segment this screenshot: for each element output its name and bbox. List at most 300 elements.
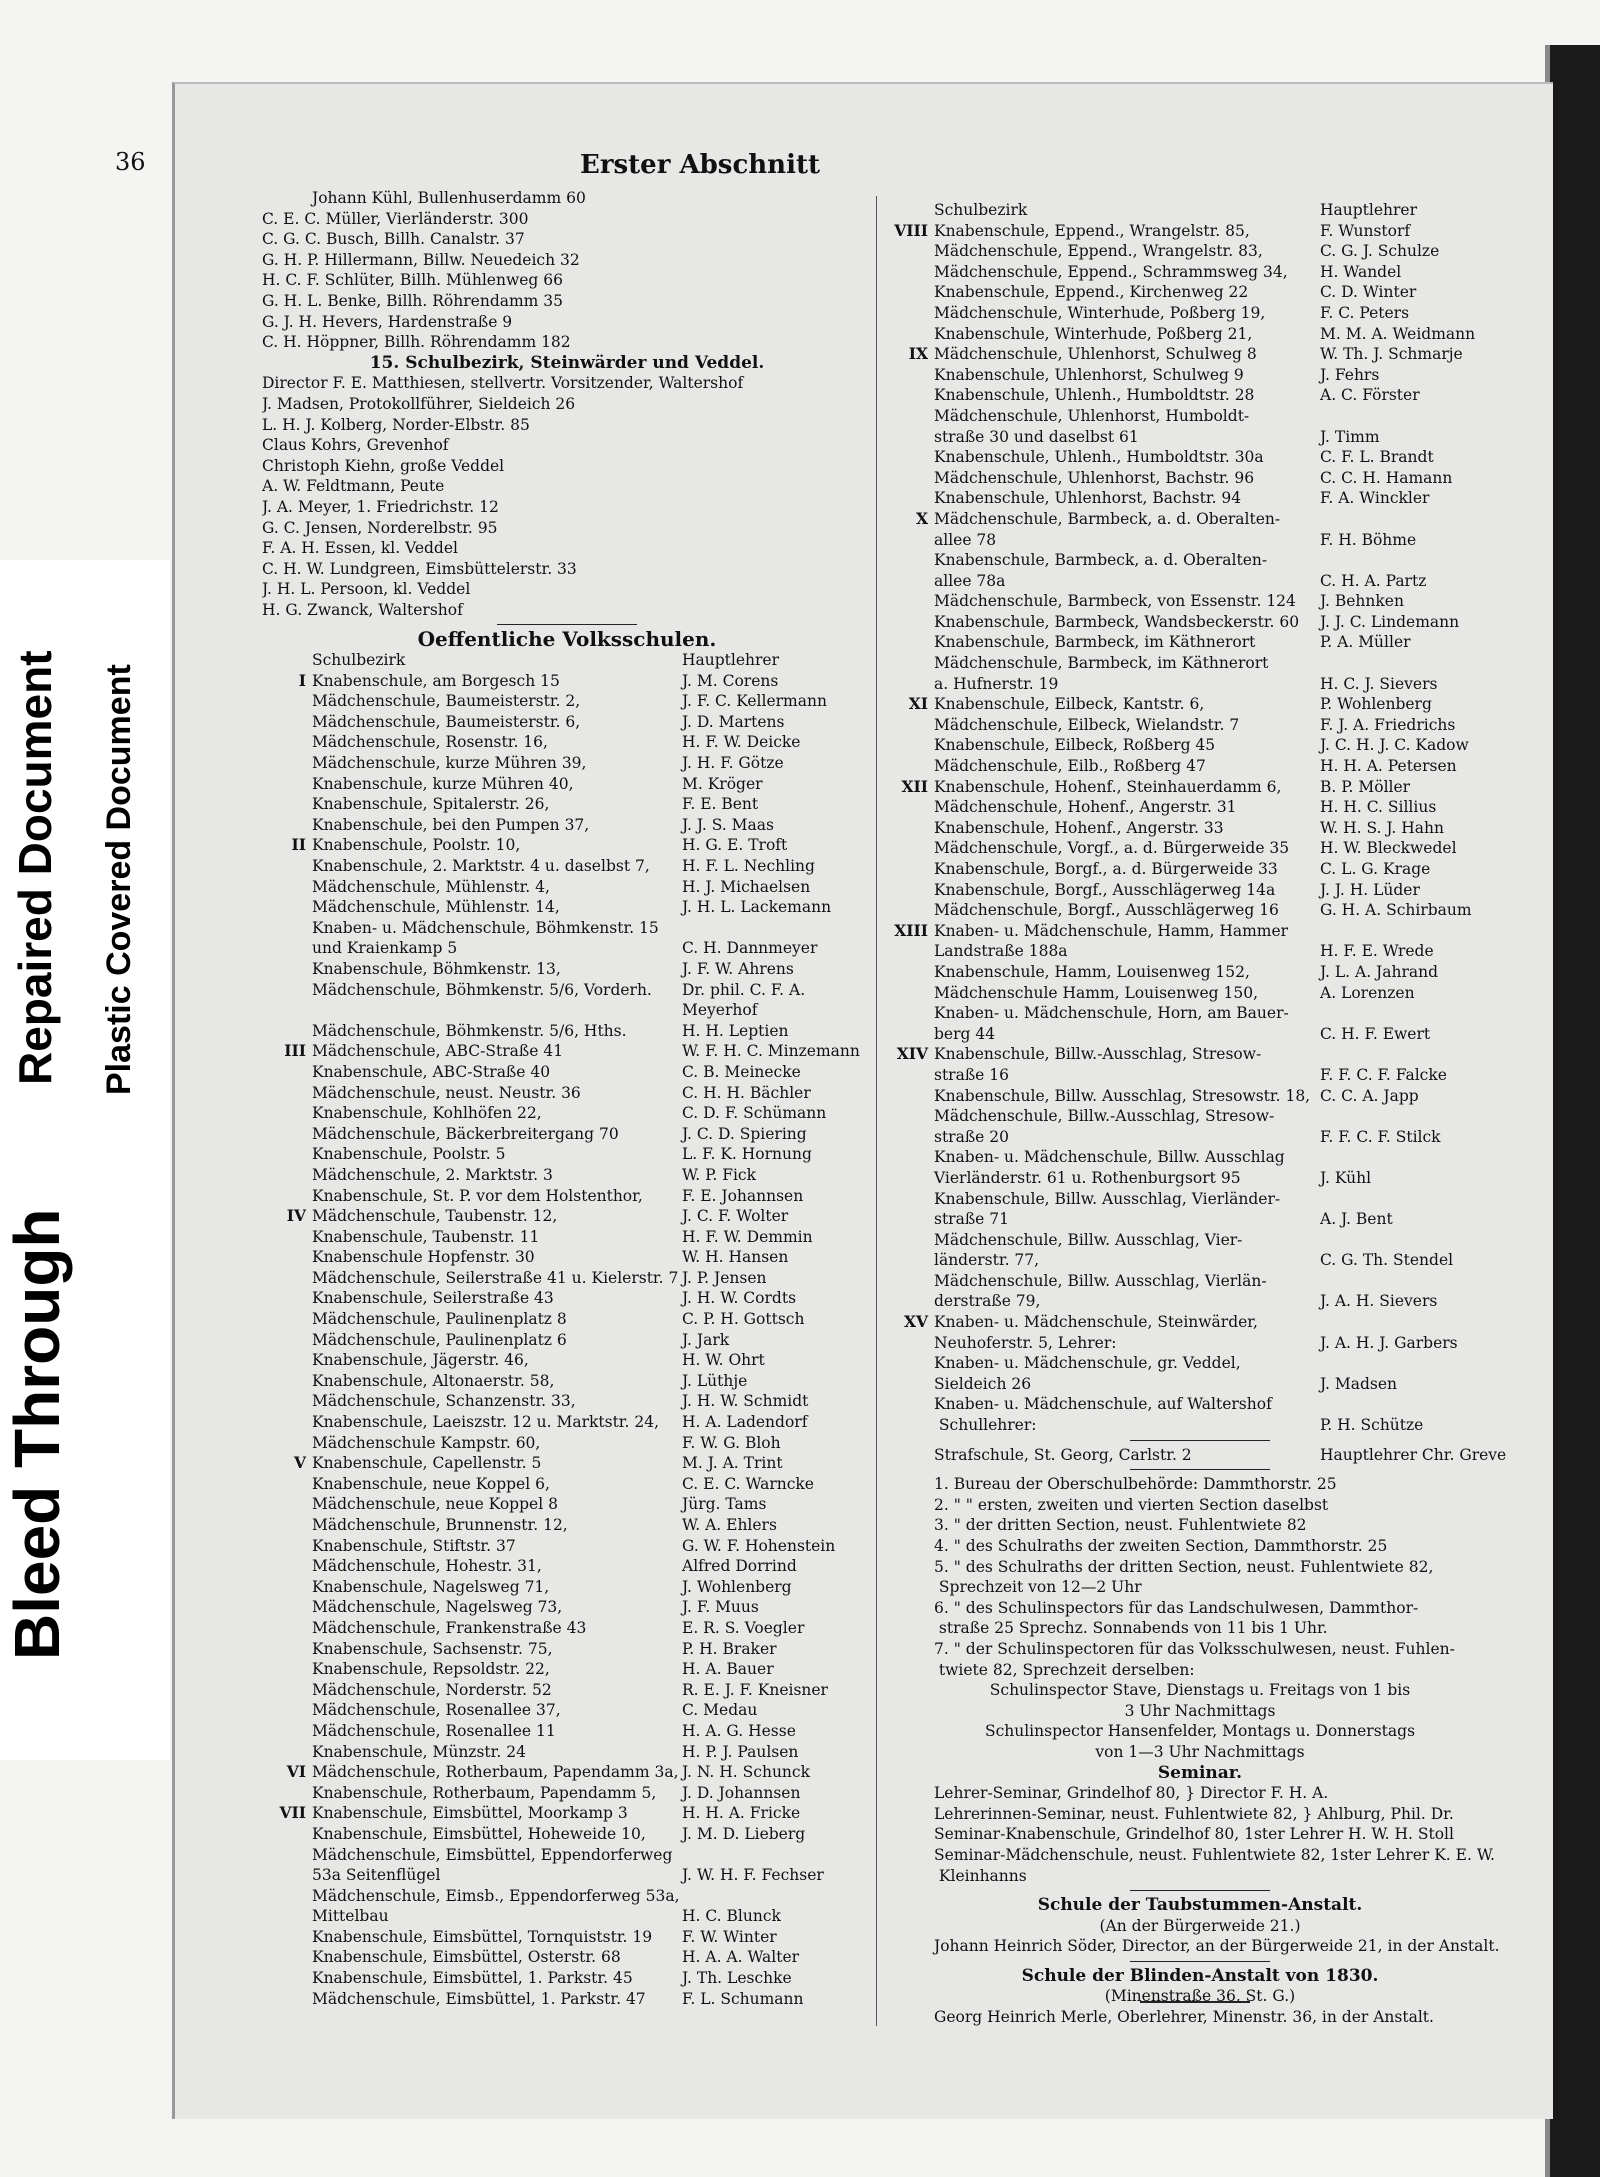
directory-line [884, 1866, 1516, 1887]
teacher-name: J. Fehrs [1320, 365, 1380, 384]
directory-line [262, 980, 872, 1001]
text-line: (Minenstraße 36, St. G.) [1104, 1987, 1296, 2006]
directory-line [262, 456, 872, 477]
entry-text: C. H. W. Lundgreen, Eimsbüttelerstr. 33 [262, 559, 577, 578]
directory-line [884, 1618, 1516, 1639]
teacher-name: C. P. H. Gottsch [682, 1310, 805, 1329]
entry-text: Mädchenschule Hamm, Louisenweg 150, [934, 983, 1258, 1002]
directory-line [884, 468, 1516, 489]
directory-line [262, 497, 872, 518]
entry-text: Knabenschule, Winterhude, Poßberg 21, [934, 324, 1253, 343]
directory-line [262, 188, 872, 209]
directory-line [262, 1639, 872, 1660]
directory-line [884, 221, 1516, 242]
teacher-name: F. H. Böhme [1320, 530, 1417, 549]
entry-text: Strafschule, St. Georg, Carlstr. 2 [934, 1445, 1192, 1464]
entry-text: Mädchenschule, Winterhude, Poßberg 19, [934, 303, 1266, 322]
text-line: Schulinspector Hansenfelder, Montags u. Donnerstags [984, 1722, 1416, 1741]
text-line: von 1—3 Uhr Nachmittags [1095, 1742, 1305, 1761]
directory-line [884, 1783, 1516, 1804]
teacher-name: J. H. W. Cordts [682, 1289, 797, 1308]
entry-text: Knabenschule, Böhmkenstr. 13, [312, 959, 561, 978]
entry-text: Mädchenschule, Paulinenplatz 6 [312, 1330, 567, 1349]
divider-rule [1130, 1961, 1270, 1962]
directory-line [884, 1445, 1516, 1466]
teacher-name: C. H. Dannmeyer [682, 939, 818, 958]
entry-text: Mädchenschule, Rosenallee 11 [312, 1721, 556, 1740]
entry-text: Mädchenschule, Rotherbaum, Papendamm 3a, [312, 1763, 679, 1782]
entry-text: Mädchenschule, Eppend., Wrangelstr. 83, [934, 242, 1263, 261]
teacher-name: J. C. D. Spiering [682, 1124, 807, 1143]
entry-text: 5. " des Schulraths der dritten Section, neust. Fuhlentwiete 82, [934, 1557, 1434, 1576]
directory-line [262, 1000, 872, 1021]
directory-line [262, 1927, 872, 1948]
teacher-name: F. W. G. Bloh [682, 1433, 781, 1452]
district-number: XII [901, 776, 928, 796]
teacher-name: M. Kröger [682, 774, 763, 793]
entry-text: 53a Seitenflügel [312, 1866, 441, 1885]
teacher-name: J. A. H. J. Garbers [1320, 1333, 1458, 1352]
entry-text: und Kraienkamp 5 [312, 939, 458, 958]
entry-text: 2. " " ersten, zweiten und vierten Section daselbst [934, 1495, 1329, 1514]
entry-text: Knabenschule, Barmbeck, a. d. Oberalten- [934, 551, 1268, 570]
teacher-name: J. F. C. Kellermann [682, 692, 827, 711]
entry-text: Knabenschule, bei den Pumpen 37, [312, 815, 590, 834]
directory-line [884, 715, 1516, 736]
teacher-name: J. J. H. Lüder [1320, 880, 1420, 899]
directory-line [884, 1824, 1516, 1845]
entry-text: Mädchenschule, Billw. Ausschlag, Vierlän- [934, 1271, 1267, 1290]
directory-line [262, 1742, 872, 1763]
entry-text: Mädchenschule, Seilerstraße 41 u. Kielerstr. 7 [312, 1268, 679, 1287]
entry-text: Mädchenschule, Mühlenstr. 4, [312, 877, 550, 896]
teacher-name: H. P. J. Paulsen [682, 1742, 799, 1761]
teacher-name: J. D. Johannsen [682, 1783, 801, 1802]
directory-line [884, 1333, 1516, 1354]
teacher-name: C. B. Meinecke [682, 1062, 801, 1081]
section-heading: Seminar. [1157, 1762, 1243, 1783]
directory-line [262, 753, 872, 774]
entry-text: Knabenschule, Billw. Ausschlag, Stresowstr. 18, [934, 1086, 1311, 1105]
teacher-name: W. P. Fick [682, 1165, 757, 1184]
directory-line [262, 1288, 872, 1309]
teacher-name: G. W. F. Hohenstein [682, 1536, 836, 1555]
entry-text: Mädchenschule, neust. Neustr. 36 [312, 1083, 581, 1102]
district-number: XIV [896, 1044, 928, 1064]
directory-line [884, 1495, 1516, 1516]
directory-line [262, 815, 872, 836]
entry-text: 3. " der dritten Section, neust. Fuhlentwiete 82 [934, 1516, 1307, 1535]
entry-text: Kleinhanns [934, 1866, 1027, 1885]
directory-line [262, 559, 872, 580]
teacher-name: Hauptlehrer Chr. Greve [1320, 1445, 1507, 1464]
directory-line [262, 476, 872, 497]
directory-line [262, 1783, 872, 1804]
entry-text: Christoph Kiehn, große Veddel [262, 456, 505, 475]
bleed-through-label: Bleed Through [1, 1208, 73, 1660]
teacher-name: C. C. H. Hamann [1320, 468, 1453, 487]
teacher-name: P. A. Müller [1320, 633, 1411, 652]
page-header [115, 148, 1430, 182]
teacher-name: J. Lüthje [682, 1371, 748, 1390]
directory-line [884, 1065, 1516, 1086]
directory-line [262, 250, 872, 271]
directory-line [262, 774, 872, 795]
teacher-name: J. H. L. Lackemann [682, 898, 832, 917]
district-number: V [293, 1453, 306, 1473]
teacher-name: C. H. A. Partz [1320, 571, 1427, 590]
directory-line [884, 1312, 1516, 1333]
entry-text: Mädchenschule, Uhlenhorst, Schulweg 8 [934, 345, 1257, 364]
directory-line [884, 797, 1516, 818]
directory-line [884, 1127, 1516, 1148]
directory-line [262, 1083, 872, 1104]
directory-line [262, 897, 872, 918]
teacher-name: J. Th. Leschke [682, 1969, 792, 1988]
teacher-name: H. A. A. Walter [682, 1948, 800, 1967]
teacher-name: C. H. H. Bächler [682, 1083, 811, 1102]
entry-text: Mädchenschule, neue Koppel 8 [312, 1495, 558, 1514]
directory-line [262, 732, 872, 753]
teacher-name: P. Wohlenberg [1320, 695, 1432, 714]
teacher-name: H. J. Michaelsen [682, 877, 811, 896]
teacher-name: J. L. A. Jahrand [1320, 962, 1439, 981]
directory-line [262, 1494, 872, 1515]
directory-line [262, 691, 872, 712]
directory-line [262, 1371, 872, 1392]
directory-line [262, 1577, 872, 1598]
directory-line [884, 880, 1516, 901]
entry-text: G. H. L. Benke, Billh. Röhrendamm 35 [262, 291, 564, 310]
teacher-name: H. C. J. Sievers [1320, 674, 1438, 693]
section-heading: Oeffentliche Volksschulen. [417, 627, 717, 652]
entry-text: Mädchenschule, Norderstr. 52 [312, 1680, 552, 1699]
directory-line [262, 1062, 872, 1083]
entry-text: Mädchenschule, Rosenallee 37, [312, 1701, 561, 1720]
entry-text: Knaben- u. Mädchenschule, gr. Veddel, [934, 1354, 1241, 1373]
teacher-name: F. L. Schumann [682, 1989, 804, 2008]
entry-text: Knabenschule, Eilbeck, Kantstr. 6, [934, 695, 1205, 714]
directory-line [262, 579, 872, 600]
directory-line [884, 1936, 1516, 1957]
teacher-name: F. Wunstorf [1320, 221, 1411, 240]
entry-text: länderstr. 77, [934, 1251, 1040, 1270]
entry-text: Knabenschule, Poolstr. 10, [312, 836, 521, 855]
entry-text: Sprechzeit von 12—2 Uhr [934, 1578, 1142, 1597]
teacher-name: J. C. H. J. C. Kadow [1320, 736, 1469, 755]
teacher-name: W. F. H. C. Minzemann [682, 1042, 860, 1061]
directory-line [262, 415, 872, 436]
teacher-name: F. F. C. F. Falcke [1320, 1065, 1447, 1084]
teacher-name: H. G. E. Troft [682, 836, 788, 855]
directory-line [884, 1557, 1516, 1578]
directory-line [262, 1597, 872, 1618]
teacher-name: H. H. Leptien [682, 1021, 789, 1040]
directory-line [884, 674, 1516, 695]
directory-line [884, 756, 1516, 777]
directory-line [262, 1886, 872, 1907]
entry-text: G. J. H. Hevers, Hardenstraße 9 [262, 312, 513, 331]
teacher-name: E. R. S. Voegler [682, 1618, 805, 1637]
entry-text: C. E. C. Müller, Vierländerstr. 300 [262, 209, 529, 228]
teacher-name: H. F. W. Deicke [682, 733, 801, 752]
directory-line [262, 835, 872, 856]
teacher-name: J. D. Martens [682, 712, 785, 731]
entry-text: Knabenschule, Münzstr. 24 [312, 1742, 526, 1761]
teacher-name: H. F. E. Wrede [1320, 942, 1434, 961]
entry-text: Knabenschule, Borgf., a. d. Bürgerweide 33 [934, 860, 1278, 878]
entry-text: Johann Kühl, Bullenhuserdamm 60 [312, 189, 586, 207]
entry-text: H. C. F. Schlüter, Billh. Mühlenweg 66 [262, 271, 563, 290]
teacher-name: H. A. G. Hesse [682, 1721, 796, 1740]
directory-line [262, 1474, 872, 1495]
entry-text: Knabenschule, Rotherbaum, Papendamm 5, [312, 1783, 657, 1802]
column-divider [876, 196, 877, 2026]
teacher-name: H. H. A. Petersen [1320, 757, 1457, 776]
district-number: XV [903, 1312, 928, 1332]
section-heading: Schule der Blinden-Anstalt von 1830. [1021, 1965, 1379, 1986]
directory-line [262, 1391, 872, 1412]
entry-text: straße 16 [934, 1065, 1010, 1084]
directory-line [262, 1206, 872, 1227]
directory-line [884, 941, 1516, 962]
entry-text: Mädchenschule, Böhmkenstr. 5/6, Vorderh. [312, 980, 652, 999]
entry-text: Mädchenschule, Bäckerbreitergang 70 [312, 1124, 619, 1143]
entry-text: straße 25 Sprechz. Sonnabends von 11 bis 1 Uhr. [934, 1619, 1328, 1638]
directory-line [884, 344, 1516, 365]
entry-text: G. C. Jensen, Norderelbstr. 95 [262, 518, 498, 537]
entry-text: 4. " des Schulraths der zweiten Section, Dammthorstr. 25 [934, 1537, 1388, 1555]
teacher-name: H. F. W. Demmin [682, 1227, 813, 1246]
directory-line [884, 1660, 1516, 1681]
entry-text: Knabenschule, Eimsbüttel, Tornquiststr. 19 [312, 1927, 653, 1946]
teacher-name: J. Madsen [1320, 1374, 1398, 1393]
directory-line [262, 1330, 872, 1351]
directory-line [262, 1515, 872, 1536]
directory-line [884, 303, 1516, 324]
teacher-name: H. A. Ladendorf [682, 1413, 808, 1432]
teacher-name: C. G. J. Schulze [1320, 242, 1440, 261]
teacher-name: J. H. W. Schmidt [682, 1392, 809, 1411]
entry-text: 6. " des Schulinspectors für das Landschulwesen, Dammthor- [934, 1598, 1419, 1617]
directory-line [884, 571, 1516, 592]
teacher-name: F. W. Winter [682, 1927, 777, 1946]
directory-line [884, 1147, 1516, 1168]
scan-dark-edge [1550, 45, 1600, 2177]
entry-text: Mädchenschule, Barmbeck, a. d. Oberalten- [934, 509, 1281, 528]
entry-text: Mädchenschule, Eimsbüttel, Eppendorferweg [312, 1845, 673, 1864]
directory-line [884, 447, 1516, 468]
teacher-name: C. C. A. Japp [1320, 1086, 1419, 1105]
teacher-name: C. D. F. Schümann [682, 1104, 827, 1123]
entry-text: Mädchenschule, Baumeisterstr. 2, [312, 692, 581, 711]
plastic-covered-label: Plastic Covered Document [100, 664, 138, 1095]
teacher-name: J. Behnken [1320, 592, 1404, 611]
directory-line [884, 365, 1516, 386]
entry-text: J. A. Meyer, 1. Friedrichstr. 12 [262, 497, 499, 516]
directory-line [262, 1700, 872, 1721]
teacher-name: Hauptlehrer [1320, 201, 1417, 219]
section-heading: 15. Schulbezirk, Steinwärder und Veddel. [369, 352, 765, 373]
directory-line [884, 591, 1516, 612]
entry-text: Mädchenschule, Eilb., Roßberg 47 [934, 757, 1206, 776]
directory-line [884, 1168, 1516, 1189]
district-number: III [284, 1041, 306, 1061]
teacher-name: J. N. H. Schunck [682, 1763, 810, 1782]
directory-line [262, 229, 872, 250]
directory-line [262, 1165, 872, 1186]
teacher-name: J. W. H. F. Fechser [682, 1866, 824, 1885]
directory-line [884, 282, 1516, 303]
entry-text: Knaben- u. Mädchenschule, Steinwärder, [934, 1313, 1258, 1332]
entry-text: Mädchenschule, Barmbeck, im Käthnerort [934, 654, 1269, 673]
directory-line [262, 1721, 872, 1742]
entry-text: Schulbezirk [934, 201, 1028, 219]
directory-line [262, 1247, 872, 1268]
teacher-name: A. C. Förster [1320, 386, 1420, 405]
divider-rule [1130, 1890, 1270, 1891]
teacher-name: Alfred Dorrind [682, 1557, 797, 1576]
divider-rule [1130, 1469, 1270, 1470]
entry-text: Mädchenschule, Vorgf., a. d. Bürgerweide 35 [934, 839, 1290, 858]
directory-line [262, 1144, 872, 1165]
teacher-name: P. H. Schütze [1320, 1416, 1424, 1435]
entry-text: Mädchenschule, Eimsbüttel, 1. Parkstr. 47 [312, 1989, 646, 2008]
entry-text: Mädchenschule, Nagelsweg 73, [312, 1598, 563, 1617]
entry-text: Knabenschule, Poolstr. 5 [312, 1145, 506, 1164]
entry-text: Knabenschule, Taubenstr. 11 [312, 1227, 540, 1246]
directory-line [884, 1415, 1516, 1436]
directory-line [884, 838, 1516, 859]
directory-line [884, 262, 1516, 283]
page-number: 36 [115, 148, 146, 176]
directory-line [262, 538, 872, 559]
directory-line [884, 694, 1516, 715]
district-number: XIII [894, 920, 928, 940]
directory-line [262, 877, 872, 898]
entry-text: derstraße 79, [934, 1292, 1041, 1311]
directory-line [884, 2007, 1516, 2028]
teacher-name: J. Jark [682, 1330, 730, 1349]
district-number: VII [279, 1803, 306, 1823]
directory-line [262, 1186, 872, 1207]
directory-line [884, 632, 1516, 653]
directory-line [262, 1021, 872, 1042]
directory-line [262, 1968, 872, 1989]
directory-line [262, 1865, 872, 1886]
entry-text: Mädchenschule, Uhlenhorst, Humboldt- [934, 406, 1250, 425]
directory-line [884, 1189, 1516, 1210]
entry-text: Knabenschule, Uhlenh., Humboldtstr. 30a [934, 448, 1264, 467]
teacher-name: W. H. Hansen [682, 1248, 789, 1267]
entry-text: Knabenschule, Stiftstr. 37 [312, 1536, 516, 1555]
directory-line [262, 332, 872, 353]
directory-line [884, 1106, 1516, 1127]
directory-line [884, 488, 1516, 509]
teacher-name: M. J. A. Trint [682, 1454, 783, 1473]
entry-text: Knabenschule, Sachsenstr. 75, [312, 1639, 553, 1658]
divider-rule [497, 624, 637, 625]
teacher-name: J. J. C. Lindemann [1320, 612, 1460, 631]
directory-line [884, 612, 1516, 633]
entry-text: Knabenschule, Altonaerstr. 58, [312, 1371, 555, 1390]
entry-text: a. Hufnerstr. 19 [934, 674, 1059, 693]
teacher-name: H. Wandel [1320, 262, 1402, 281]
entry-text: Knabenschule, am Borgesch 15 [312, 671, 560, 690]
directory-line [262, 1227, 872, 1248]
entry-text: Mädchenschule, Borgf., Ausschlägerweg 16 [934, 901, 1279, 920]
directory-line [262, 1268, 872, 1289]
entry-text: Knabenschule, Barmbeck, im Käthnerort [934, 633, 1256, 652]
teacher-name: F. A. Winckler [1320, 489, 1430, 508]
directory-line [262, 1433, 872, 1454]
entry-text: Knabenschule, Capellenstr. 5 [312, 1454, 542, 1473]
directory-line [884, 1024, 1516, 1045]
directory-line [262, 1124, 872, 1145]
entry-text: Georg Heinrich Merle, Oberlehrer, Minenstr. 36, in der Anstalt. [934, 2008, 1434, 2027]
entry-text: Mädchenschule, kurze Mühren 39, [312, 754, 587, 773]
entry-text: Neuhoferstr. 5, Lehrer: [934, 1333, 1117, 1352]
text-line: (An der Bürgerweide 21.) [1099, 1916, 1301, 1935]
entry-text: Knabenschule, Seilerstraße 43 [312, 1289, 554, 1308]
entry-text: allee 78a [934, 571, 1006, 590]
repaired-document-label: Repaired Document [9, 650, 61, 1085]
directory-line [884, 1291, 1516, 1312]
directory-line [884, 1086, 1516, 1107]
entry-text: Knaben- u. Mädchenschule, Horn, am Bauer- [934, 1004, 1289, 1023]
directory-line [262, 1947, 872, 1968]
directory-line [884, 653, 1516, 674]
directory-line [262, 1556, 872, 1577]
entry-text: Mittelbau [312, 1907, 389, 1926]
entry-text: Mädchenschule, Taubenstr. 12, [312, 1207, 558, 1226]
entry-text: Knabenschule, 2. Marktstr. 4 u. daselbst 7, [312, 857, 650, 875]
entry-text: straße 71 [934, 1210, 1010, 1229]
entry-text: Mädchenschule, Billw.-Ausschlag, Stresow- [934, 1107, 1275, 1126]
directory-line [884, 1353, 1516, 1374]
directory-line [884, 1804, 1516, 1825]
entry-text: Knabenschule, Eppend., Kirchenweg 22 [934, 283, 1249, 302]
teacher-name: Dr. phil. C. F. A. [682, 980, 806, 999]
entry-text: Mädchenschule, Paulinenplatz 8 [312, 1310, 567, 1329]
entry-text: Knabenschule, Billw. Ausschlag, Vierländer- [934, 1189, 1281, 1208]
entry-text: Seminar-Knabenschule, Grindelhof 80, 1ster Lehrer H. W. H. Stoll [934, 1825, 1454, 1844]
teacher-name: R. E. J. F. Kneisner [682, 1680, 828, 1699]
entry-text: F. A. H. Essen, kl. Veddel [262, 539, 458, 558]
directory-line [884, 530, 1516, 551]
directory-line [884, 735, 1516, 756]
entry-text: Director F. E. Matthiesen, stellvertr. Vorsitzender, Waltershof [262, 374, 744, 393]
teacher-name: J. P. Jensen [682, 1268, 767, 1287]
directory-line [262, 918, 872, 939]
directory-line [884, 1271, 1516, 1292]
directory-line [884, 900, 1516, 921]
directory-line [884, 1003, 1516, 1024]
teacher-name: C. L. G. Krage [1320, 860, 1431, 878]
district-number: I [298, 670, 306, 690]
directory-line [884, 983, 1516, 1004]
entry-text: Knabenschule, Eimsbüttel, Hoheweide 10, [312, 1824, 646, 1843]
teacher-name: J. C. F. Wolter [682, 1207, 789, 1226]
directory-line [884, 509, 1516, 530]
teacher-name: H. F. L. Nechling [682, 857, 815, 875]
entry-text: Mädchenschule, 2. Marktstr. 3 [312, 1165, 553, 1184]
directory-line [262, 394, 872, 415]
entry-text: Mädchenschule, Baumeisterstr. 6, [312, 712, 581, 731]
teacher-name: A. Lorenzen [1320, 983, 1415, 1002]
entry-text: Mädchenschule, Frankenstraße 43 [312, 1618, 587, 1637]
teacher-name: W. H. S. J. Hahn [1320, 818, 1444, 837]
